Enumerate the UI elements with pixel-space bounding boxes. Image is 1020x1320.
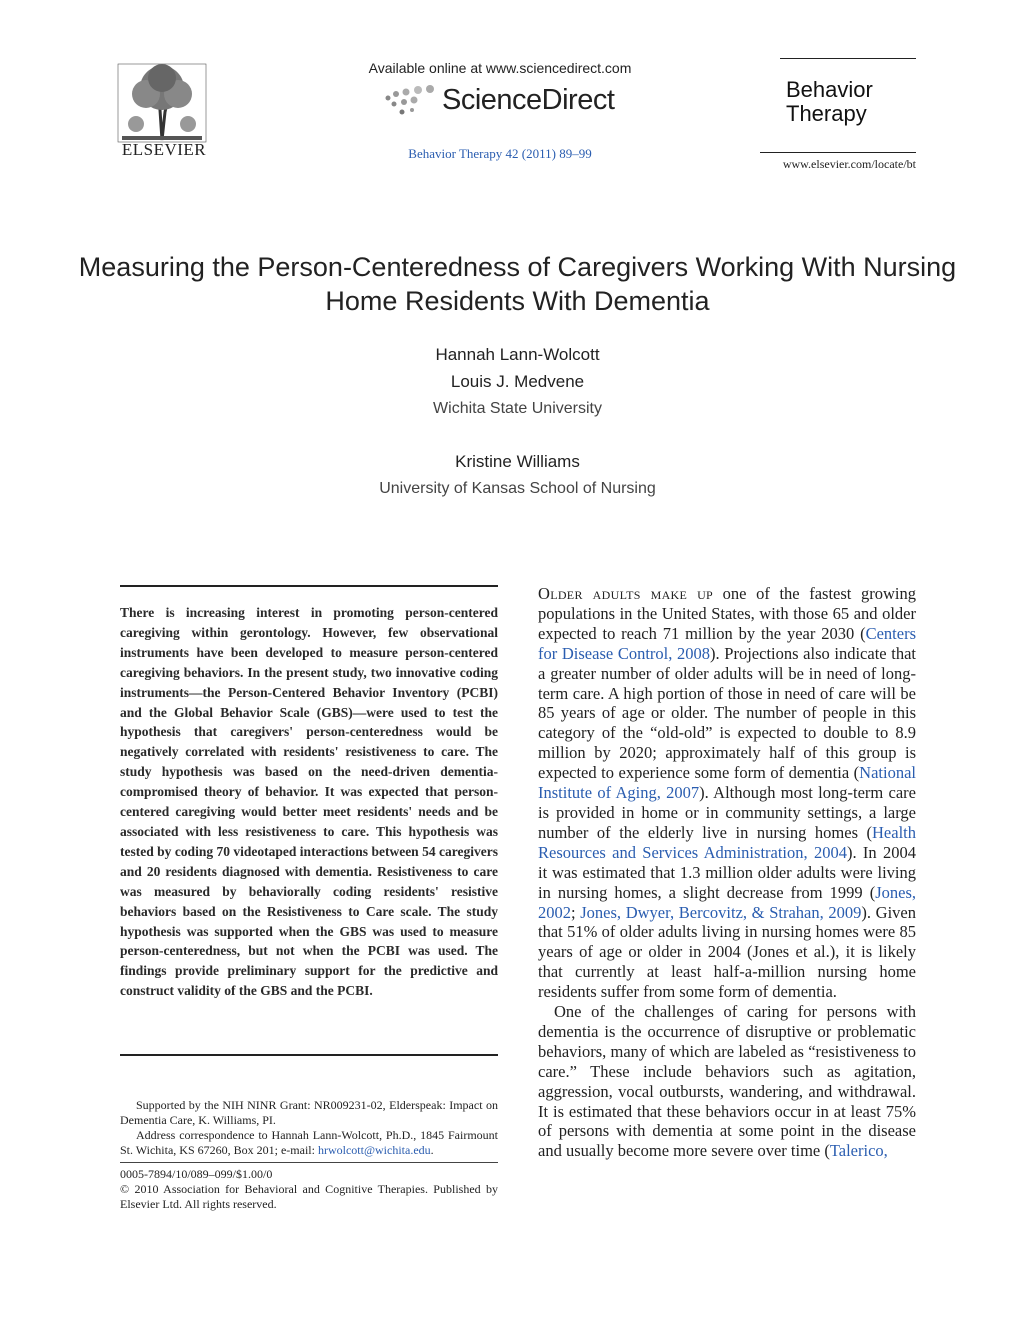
abstract-bottom-rule [120,1054,498,1056]
citation-link[interactable]: Talerico, [829,1141,888,1161]
lead-in-smallcaps: Older adults make up [538,584,714,603]
body-text: one of the fastest growing populations in the United States, with those 65 and older expected to reach 71 million by the year 2030 ( [538,584,916,643]
body-text: ; [571,902,581,922]
elsevier-wordmark: ELSEVIER [121,140,207,159]
journal-title-line1: Behavior [786,77,873,102]
citation-link[interactable]: National Institute of Aging, 2007 [538,763,916,803]
available-online-text: Available online at www.sciencedirect.com [368,60,632,76]
body-paragraph [538,584,916,1002]
body-text: ). In 2004 it was estimated that 1.3 million older adults were living in nursing homes, a slight decrease from 1999 ( [538,842,916,902]
author-affiliation: Wichita State University [433,400,602,417]
body-text: ). Projections also indicate that a greater number of older adults will be in need of long-term care. A high portion of those in need of care will be 85 years of age or older. The number of people in this category of the “old-old” is expected to double to 8.9 million by 2020; approximately half of this group is expected to experience some form of dementia ( [538,643,916,783]
journal-url-link[interactable]: www.elsevier.com/locate/bt [782,157,916,171]
author-name: Hannah Lann-Wolcott [435,345,600,364]
sciencedirect-dots-icon [382,84,442,120]
journal-title-bottom-rule [760,152,916,153]
sciencedirect-logo [382,80,642,126]
citation-link[interactable]: Centers for Disease Control, 2008 [538,623,916,663]
footnote-rule [120,1162,498,1163]
citation-link[interactable]: Jones, Dwyer, Bercovitz, & Strahan, 2009 [580,902,862,922]
body-text: ). Given that 51% of older adults living in nursing homes were 85 years of age or older in 2004 (Jones et al.), it is likely that currently at least half-a-million nursing home residents suffer from some form of dementia. [538,902,917,1002]
author-name: Louis J. Medvene [450,372,585,391]
copyright-line: © 2010 Association for Behavioral and Cognitive Therapies. Published by Elsevier Ltd. All rights reserved. [120,1182,498,1211]
footnotes [120,1098,498,1212]
author-affiliation: University of Kansas School of Nursing [379,480,656,497]
article-title: Measuring the Person-Centeredness of Caregivers Working With Nursing Home Residents With Dementia [78,252,957,316]
body-text: ). Although most long-term care is provided in home or in community settings, a large number of the elderly live in nursing homes ( [538,783,916,842]
journal-title-logo [786,78,873,126]
article-body [538,584,916,1161]
body-paragraph [538,1002,916,1161]
citation-link[interactable]: Jones, 2002 [538,882,916,922]
correspondence-end: . [430,1143,434,1157]
abstract-top-rule [120,585,498,587]
issn-line: 0005-7894/10/089–099/$1.00/0 [120,1167,273,1181]
correspondence-text: Address correspondence to Hannah Lann-Wolcott, Ph.D., 1845 Fairmount St. Wichita, KS 67260, Box 201; e-mail: [120,1128,498,1157]
correspondence-footnote [120,1128,498,1158]
abstract-text: There is increasing interest in promoting person-centered caregiving within gerontology. However, few observational instruments have been developed to measure person-centered caregiving behaviors. In the present study, two innovative coding instruments—the Person-Centered Behavior Inventory (PCBI) and the Global Behavior Scale (GBS)—were used to test the hypothesis that caregivers' person-centeredness would be negatively correlated with residents' resistiveness to care. The study hypothesis was based on the need-driven dementia-compromised theory of behavior. It was expected that person-centered caregiving would better meet residents' needs and be associated with less resistiveness to care. This hypothesis was tested by coding 70 videotaped interactions between 54 caregivers and 20 residents diagnosed with dementia. Resistiveness to care was measured by behaviorally coding residents' resistive behaviors based on the Resistiveness to Care scale. The study hypothesis was supported when the GBS was used to measure person-centeredness, but not when the PCBI was used. The findings provide preliminary support for the predictive and construct validity of the GBS and the PCBI. [120,605,498,999]
sciencedirect-wordmark: ScienceDirect [442,84,615,116]
author-name: Kristine Williams [455,452,580,471]
journal-title-line2: Therapy [786,101,867,126]
journal-reference-link[interactable]: Behavior Therapy 42 (2011) 89–99 [408,146,592,161]
funding-footnote: Supported by the NIH NINR Grant: NR009231-02, Elderspeak: Impact on Dementia Care, K. Williams, PI. [120,1098,498,1127]
citation-link[interactable]: Health Resources and Services Administration, 2004 [538,822,916,862]
email-link[interactable]: hrwolcott@wichita.edu [317,1143,431,1157]
body-text: One of the challenges of caring for persons with dementia is the occurrence of disruptive or problematic behaviors, many of which are labeled as “resistiveness to care.” These include behaviors such as agitation, aggression, vocal outbursts, wandering, and withdrawal. It is estimated that these behaviors occur in at least 75% of persons with dementia at some point in the disease and usually become more severe over time ( [538,1002,916,1161]
journal-title-top-rule [780,58,916,59]
